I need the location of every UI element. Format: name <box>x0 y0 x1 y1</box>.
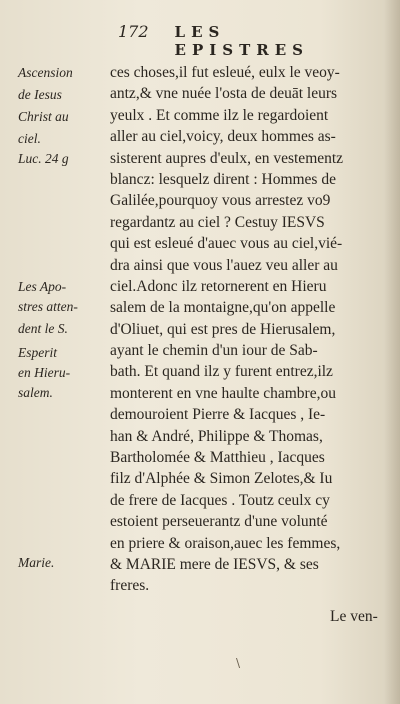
page-number: 172 <box>118 22 149 41</box>
text-line: filz d'Alphée & Simon Zelotes,& Iu <box>110 470 333 488</box>
text-line: blancz: lesquelz dirent : Hommes de <box>110 170 336 188</box>
margin-note: Christ au <box>18 109 69 124</box>
text-line: antz,& vne nuée l'osta de deuāt leurs <box>110 85 338 103</box>
text-line: freres. <box>110 577 150 595</box>
body-text <box>110 62 392 597</box>
text-line: ayant le chemin d'un iour de Sab- <box>110 342 318 360</box>
text-line: sisterent aupres d'eulx, en vestementz <box>110 149 344 167</box>
catchword: Le ven- <box>330 608 378 625</box>
text-line: han & André, Philippe & Thomas, <box>110 427 323 445</box>
margin-note: Luc. 24 g <box>18 151 69 166</box>
text-line: monterent en vne haulte chambre,ou <box>110 384 336 402</box>
text-line: Bartholomée & Matthieu , Iacques <box>110 449 325 467</box>
margin-note: salem. <box>18 385 53 400</box>
margin-note: de Iesus <box>18 87 62 102</box>
text-line: dra ainsi que vous l'auez veu aller au <box>110 256 338 274</box>
page-header <box>118 22 368 59</box>
text-line: demouroient Pierre & Iacques , Ie- <box>110 406 326 424</box>
margin-note: ciel. <box>18 131 41 146</box>
text-line: yeulx . Et comme ilz le regardoient <box>110 106 329 124</box>
margin-note: Ascension <box>18 65 73 80</box>
text-line: salem de la montaigne,qu'on appelle <box>110 299 336 317</box>
text-line: ciel.Adonc ilz retornerent en Hieru <box>110 277 327 295</box>
margin-note: Marie. <box>18 555 55 570</box>
margin-note: stres atten- <box>18 299 78 314</box>
text-line: Galilée,pourquoy vous arrestez vo9 <box>110 192 331 210</box>
text-line: estoient perseuerantz d'une volunté <box>110 513 328 531</box>
text-line: qui est esleué d'auec vous au ciel,vié- <box>110 235 343 253</box>
text-line: d'Oliuet, qui est pres de Hierusalem, <box>110 320 336 338</box>
running-title: LES EPISTRES <box>174 23 310 59</box>
margin-note: en Hieru- <box>18 365 71 380</box>
text-line: ces choses,il fut esleué, eulx le veoy- <box>110 64 340 81</box>
text-line: en priere & oraison,auec les femmes, <box>110 534 341 552</box>
margin-note: dent le S. <box>18 321 68 336</box>
text-line: de frere de Iacques . Toutz ceulx cy <box>110 491 330 509</box>
text-line: bath. Et quand ilz y furent entrez,ilz <box>110 363 333 381</box>
text-line: & MARIE mere de IESVS, & ses <box>110 555 319 573</box>
bottom-mark: \ <box>236 656 241 670</box>
margin-note: Les Apo- <box>18 279 67 294</box>
text-line: regardantz au ciel ? Cestuy IESVS <box>110 213 325 231</box>
margin-note: Esperit <box>18 345 57 360</box>
text-line: aller au ciel,voicy, deux hommes as- <box>110 128 336 146</box>
